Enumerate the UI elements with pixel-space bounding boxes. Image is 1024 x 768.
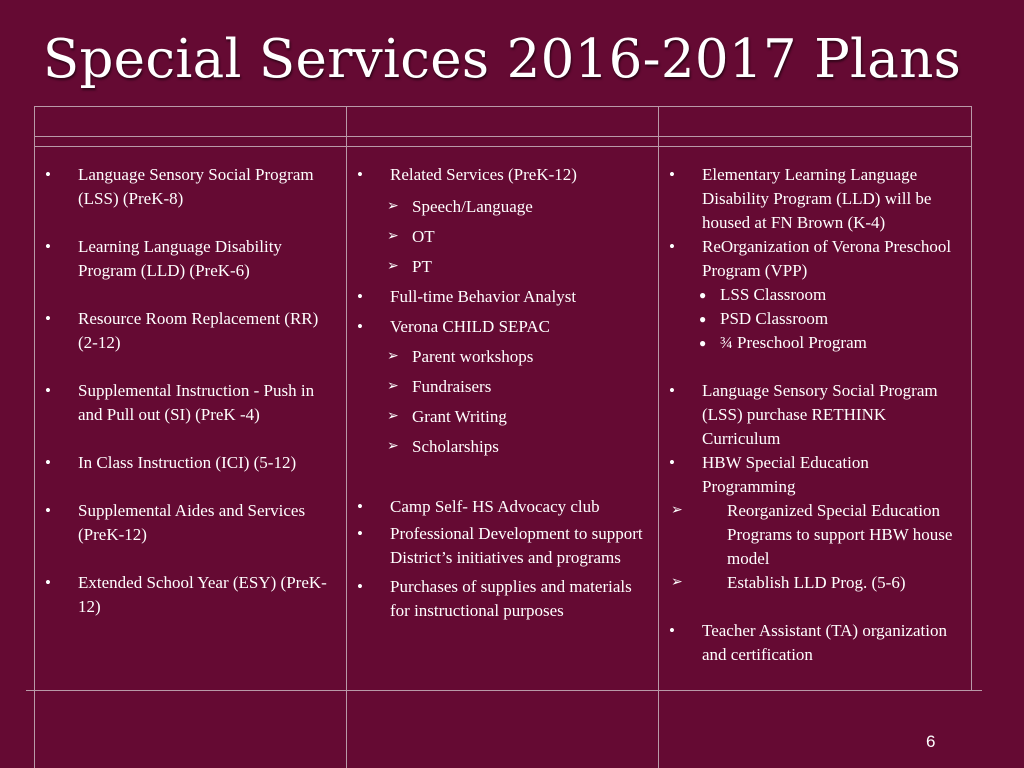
dot-marker: ●	[699, 312, 707, 326]
arrow-marker: ➢	[387, 349, 399, 364]
list-item: • Verona CHILD SEPAC	[347, 312, 652, 342]
sub-item: ➢ Grant Writing	[347, 402, 652, 432]
list-item: • Supplemental Instruction - Push in and Pull out (SI) (PreK -4)	[45, 381, 315, 424]
table-line-bottom	[26, 690, 982, 691]
sub-item: ➢ OT	[347, 222, 652, 252]
arrow-marker: ➢	[387, 199, 399, 214]
list-item: • Supplemental Aides and Services (PreK-12)	[45, 501, 306, 544]
list-item: • HBW Special Education Programming	[669, 453, 869, 496]
sub-item: ➢ Speech/Language	[347, 192, 652, 222]
bullet-marker: •	[45, 165, 51, 184]
bullet-marker: •	[669, 621, 675, 640]
list-item: • Extended School Year (ESY) (PreK-12)	[45, 573, 327, 616]
bullet-marker: •	[669, 237, 675, 256]
list-item: • Professional Development to support District’s initiatives and programs	[357, 524, 643, 567]
list-item: • ReOrganization of Verona Preschool Program (VPP)	[669, 237, 952, 280]
bullet-marker: •	[669, 381, 675, 400]
bullet-marker: •	[669, 453, 675, 472]
sub-item: ● LSS Classroom	[659, 283, 965, 307]
bullet-marker: •	[357, 524, 363, 543]
bullet-marker: •	[45, 573, 51, 592]
sub-item: ➢ PT	[347, 252, 652, 282]
sub-item: ➢ Establish LLD Prog. (5-6)	[659, 571, 965, 595]
arrow-marker: ➢	[671, 575, 683, 590]
list-item: • Teacher Assistant (TA) organization and certification	[669, 621, 947, 664]
dot-marker: ●	[699, 288, 707, 302]
list-item: • Resource Room Replacement (RR) (2-12)	[45, 309, 319, 352]
list-item: • Purchases of supplies and materials for instructional purposes	[357, 577, 632, 620]
list-item: • Language Sensory Social Program (LSS) (PreK-8)	[45, 165, 314, 208]
list-item: • Learning Language Disability Program (LLD) (PreK-6)	[45, 237, 282, 280]
arrow-marker: ➢	[387, 379, 399, 394]
table-line-top	[34, 106, 972, 107]
table-line-header-1	[34, 136, 972, 137]
list-item: • Full-time Behavior Analyst	[347, 282, 652, 312]
list-item: • In Class Instruction (ICI) (5-12)	[35, 451, 340, 475]
dot-marker: ●	[699, 336, 707, 350]
table-line-right	[971, 106, 972, 690]
column-2	[347, 163, 652, 623]
list-item: • Language Sensory Social Program (LSS) purchase RETHINK Curriculum	[669, 381, 938, 448]
bullet-marker: •	[357, 317, 363, 336]
list-item: • Related Services (PreK-12)	[347, 163, 652, 187]
arrow-marker: ➢	[387, 439, 399, 454]
list-item: • Elementary Learning Language Disability Program (LLD) will be housed at FN Brown (K-4)	[669, 165, 932, 232]
bullet-marker: •	[357, 165, 363, 184]
bullet-marker: •	[45, 453, 51, 472]
sub-item: ➢ Parent workshops	[347, 342, 652, 372]
arrow-marker: ➢	[387, 259, 399, 274]
bullet-marker: •	[357, 287, 363, 306]
bullet-marker: •	[45, 381, 51, 400]
sub-item: ➢ Fundraisers	[347, 372, 652, 402]
sub-item: ➢ Scholarships	[347, 432, 652, 462]
column-1	[35, 163, 340, 619]
page-number: 6	[926, 732, 936, 751]
page-title: Special Services 2016-2017 Plans	[42, 29, 962, 90]
arrow-marker: ➢	[387, 229, 399, 244]
list-item: • Camp Self- HS Advocacy club	[347, 492, 652, 522]
bullet-marker: •	[357, 497, 363, 516]
sub-item: ➢ Reorganized Special Education Programs to support HBW house model	[671, 501, 953, 568]
bullet-marker: •	[669, 165, 675, 184]
table-line-header-2	[34, 146, 972, 147]
sub-item: ● PSD Classroom	[659, 307, 965, 331]
column-3	[659, 163, 965, 667]
arrow-marker: ➢	[671, 503, 683, 518]
arrow-marker: ➢	[387, 409, 399, 424]
bullet-marker: •	[45, 501, 51, 520]
bullet-marker: •	[45, 237, 51, 256]
sub-item: ● ¾ Preschool Program	[659, 331, 965, 355]
bullet-marker: •	[357, 577, 363, 596]
bullet-marker: •	[45, 309, 51, 328]
